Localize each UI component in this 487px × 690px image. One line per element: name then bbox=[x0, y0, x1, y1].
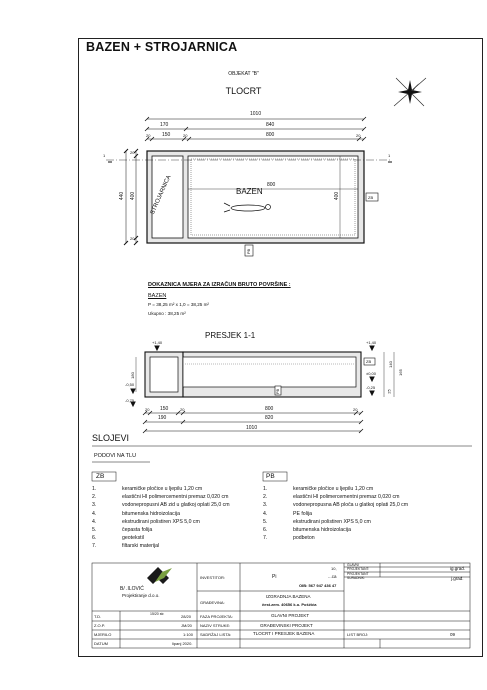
pool-label: BAZEN bbox=[236, 187, 263, 196]
faza-label: FAZA PROJEKTA: bbox=[200, 614, 233, 619]
glavni-label: GLAVNI PROJEKTANT: bbox=[347, 563, 370, 571]
dim-inner-400: 400 bbox=[334, 191, 341, 201]
layers-subtitle: PODOVI NA TLU bbox=[94, 453, 137, 459]
level-left-top: +1,40 bbox=[152, 340, 163, 345]
company-name: B/ .ILOVIĆ bbox=[120, 586, 144, 592]
level-left-bot: -0,75 bbox=[125, 398, 135, 403]
tag-zb-section: ZB bbox=[366, 359, 372, 364]
dim-140: 140 bbox=[387, 361, 393, 368]
investitor-value: Pi bbox=[272, 574, 277, 580]
level-right-bot: -0,25 bbox=[366, 385, 376, 390]
investitor-extra2: ...ca bbox=[328, 574, 337, 579]
dim-20a: 20 bbox=[146, 133, 151, 138]
list-item: 4. bitumenska hidroizolacija bbox=[92, 510, 180, 517]
list-item: 7. filtarski materijal bbox=[92, 543, 160, 550]
gradevina-label: GRAĐEVINA: bbox=[200, 600, 225, 605]
section-drawing bbox=[131, 346, 394, 433]
list-item: 5. ekstrudirani polistiren XPS 5,0 cm bbox=[263, 518, 371, 525]
zop-value: JM/20 bbox=[181, 623, 192, 628]
sdim-20b: 20 bbox=[180, 407, 185, 412]
section-mark-right: 1 bbox=[388, 153, 391, 158]
list-broj-value: 09 bbox=[450, 632, 456, 637]
section-title: PRESJEK 1-1 bbox=[205, 331, 256, 340]
td-value: 28/20 bbox=[181, 614, 192, 619]
room-label: STROJARNICA bbox=[149, 174, 173, 216]
area-formula: P = 38,25 m² x 1,0 = 38,25 m² bbox=[148, 302, 209, 307]
north-arrow-icon bbox=[394, 78, 426, 106]
gradevina-value: IZGRADNJA BAZENA bbox=[266, 594, 311, 599]
company-subtitle: Projektiranje d.o.o. bbox=[122, 593, 160, 598]
naziv-label: NAZIV STRUKE: bbox=[200, 623, 231, 628]
stamp-text: 15/20 str. bbox=[150, 612, 165, 616]
list-item: 6. geotekstil bbox=[92, 535, 144, 542]
datum-value: lipanj 2020. bbox=[172, 641, 193, 646]
faza-value: GLAVNI PROJEKT bbox=[271, 613, 310, 618]
dim-total-top: 1010 bbox=[250, 111, 262, 117]
tag-pb-plan: PB bbox=[246, 248, 252, 255]
dim-180: 180 bbox=[129, 372, 135, 379]
sheet-title: BAZEN + STROJARNICA bbox=[86, 40, 238, 54]
dim-165: 165 bbox=[397, 369, 403, 376]
sdim-20a: 20 bbox=[145, 407, 150, 412]
td-label: T.D. bbox=[94, 614, 102, 619]
dim-840: 840 bbox=[266, 122, 275, 128]
pb-code: PB bbox=[266, 473, 275, 480]
list-item: 1. keramičke pločice u ljepilu 1,20 cm bbox=[92, 486, 203, 492]
investitor-label: INVESTITOR: bbox=[200, 575, 226, 580]
list-item: 6. bitumenska hidroizolacija bbox=[263, 527, 351, 534]
sadrzaj-value: TLOCRT I PRESJEK BAZENA bbox=[253, 631, 315, 636]
list-item: 5. čepasta folija bbox=[92, 527, 153, 534]
gradevina-sub: čest.zem. 40656 k.o. Poščića bbox=[262, 602, 317, 607]
sdim-total: 1010 bbox=[246, 425, 258, 431]
list-item: 2. elastični HI polimercementni premaz 0,020 cm bbox=[263, 494, 400, 501]
projektant-value: j.građ. bbox=[451, 576, 464, 581]
tag-zb-plan: ZB bbox=[368, 195, 374, 200]
sdim-150: 150 bbox=[160, 406, 169, 412]
glavni-value: ig.građ. bbox=[450, 566, 466, 571]
list-item: 7. podbeton bbox=[263, 535, 315, 542]
sdim-820: 820 bbox=[265, 415, 274, 421]
dim-20b: 20 bbox=[183, 133, 188, 138]
naziv-value: GRAĐEVINSKI PROJEKT bbox=[260, 623, 313, 628]
level-right-top: +1,40 bbox=[366, 340, 377, 345]
object-label: OBJEKAT "B" bbox=[228, 71, 259, 77]
level-left-mid: -0,50 bbox=[125, 382, 135, 387]
area-total: Ukupno : 38,25 m² bbox=[148, 311, 186, 316]
tag-pb-section: PB bbox=[275, 388, 281, 395]
layers-title: SLOJEVI bbox=[92, 433, 130, 443]
layer-underlines bbox=[92, 446, 472, 481]
dim-170: 170 bbox=[160, 122, 169, 128]
dim-150: 150 bbox=[162, 132, 171, 138]
investitor-oib: OIB: 567 947 436 47 bbox=[299, 583, 337, 588]
mjerilo-label: MJERILO bbox=[94, 632, 112, 637]
dim-20-left-a: 20 bbox=[130, 150, 135, 155]
list-item: 4. PE folija bbox=[263, 510, 313, 517]
plan-title: TLOCRT bbox=[225, 86, 262, 96]
projektant-label: PROJEKTANT SURADNIK: bbox=[347, 572, 369, 580]
dim-25: 25 bbox=[386, 389, 392, 394]
zop-label: Z.O.P. bbox=[94, 623, 106, 628]
dim-400-left: 400 bbox=[130, 191, 137, 201]
area-subheading: BAZEN bbox=[148, 293, 167, 299]
zb-code: ZB bbox=[96, 473, 105, 480]
sdim-800: 800 bbox=[265, 406, 274, 412]
area-heading: DOKAZNICA MJERA ZA IZRAČUN BRUTO POVRŠINE : bbox=[148, 282, 291, 288]
list-item: 2. elastični HI polimercementni premaz 0,020 cm bbox=[92, 494, 229, 501]
sdim-190: 190 bbox=[158, 415, 167, 421]
sdim-20c: 20 bbox=[353, 407, 358, 412]
dim-20-left-b: 20 bbox=[130, 236, 135, 241]
list-item: 3. vodonepropusna AB ploča u glatkoj oplati 25,0 cm bbox=[263, 502, 409, 509]
dim-inner-800: 800 bbox=[267, 182, 276, 188]
dim-440: 440 bbox=[119, 191, 126, 201]
company-logo-icon bbox=[147, 567, 172, 584]
list-item: 3. vodonepropusni AB zid u glatkoj oplati 25,0 cm bbox=[92, 502, 230, 509]
list-broj-label: LIST BROJ: bbox=[347, 632, 369, 637]
investitor-extra1: 10, bbox=[331, 566, 337, 571]
list-item: 1. keramičke pločice u ljepilu 1,20 cm bbox=[263, 486, 374, 492]
section-mark-left: 1 bbox=[103, 153, 106, 158]
list-item: 4. ekstrudirani polistiren XPS 5,0 cm bbox=[92, 518, 200, 525]
level-right-mid: ±0,00 bbox=[366, 371, 376, 376]
dim-20c: 20 bbox=[356, 133, 361, 138]
dim-800: 800 bbox=[266, 132, 275, 138]
pb-list bbox=[263, 485, 408, 542]
zb-list bbox=[92, 485, 230, 551]
sadrzaj-label: SADRŽAJ LISTA: bbox=[200, 632, 232, 637]
mjerilo-value: 1:100 bbox=[183, 632, 194, 637]
datum-label: DATUM bbox=[94, 641, 108, 646]
